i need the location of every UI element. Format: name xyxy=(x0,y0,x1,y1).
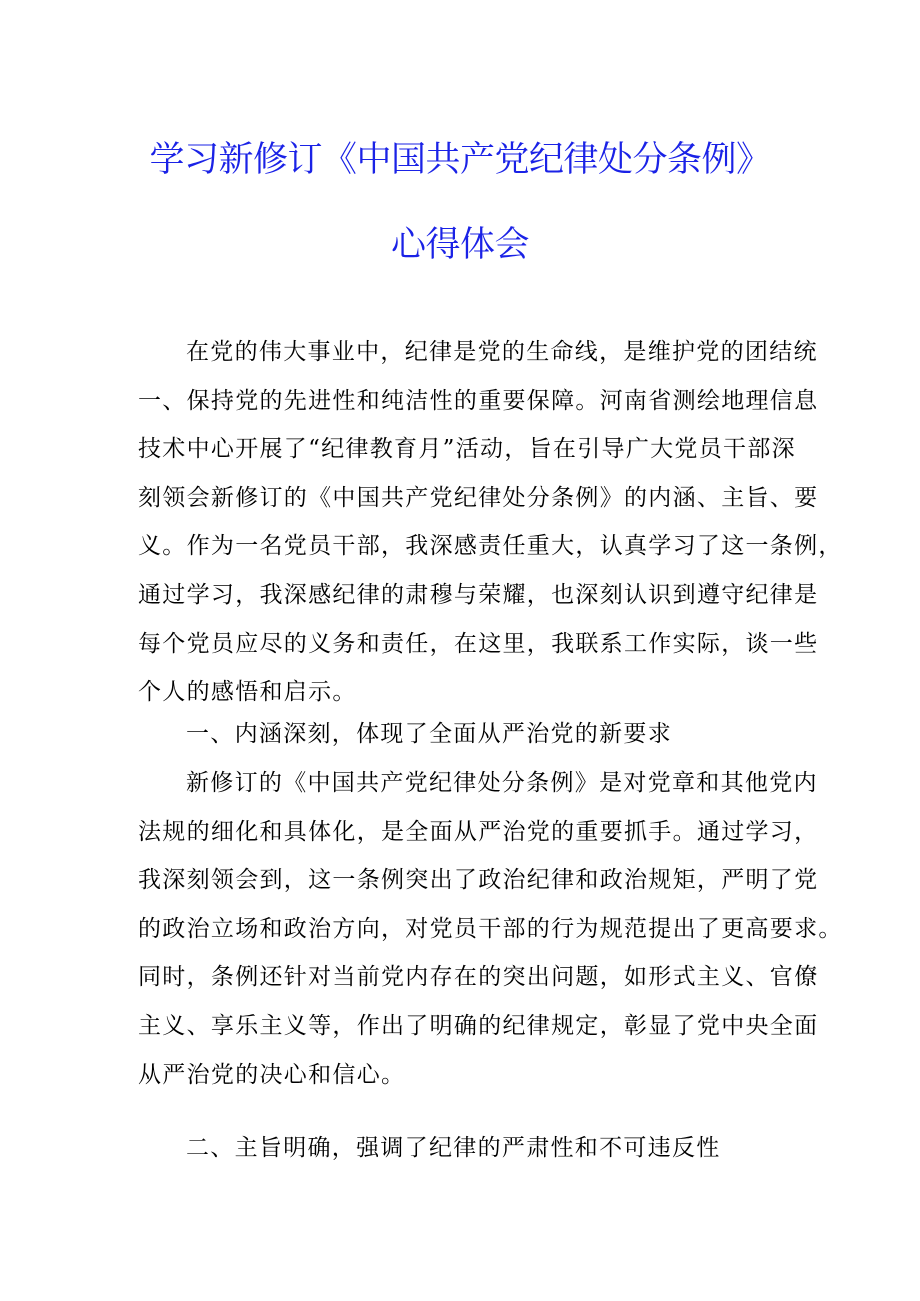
paragraph-line: 我深刻领会到，这一条例突出了政治纪律和政治规矩，严明了党 xyxy=(138,867,819,894)
section-heading-text: 二、主旨明确，强调了纪律的严肃性和不可违反性 xyxy=(186,1135,721,1161)
paragraph-line: 个人的感悟和启示。 xyxy=(138,679,357,706)
document-title-line-1: 学习新修订《中国共产党纪律处分条例》 xyxy=(149,140,771,180)
section-heading-2 xyxy=(138,1124,792,1173)
paragraph-line: 一、保持党的先进性和纯洁性的重要保障。河南省测绘地理信息 xyxy=(138,387,819,414)
paragraph-line: 新修订的《中国共产党纪律处分条例》是对党章和其他党内 xyxy=(186,770,818,796)
document-title-line-2: 心得体会 xyxy=(390,225,529,265)
paragraph-intro xyxy=(138,328,843,717)
paragraph-line: 在党的伟大事业中，纪律是党的生命线，是维护党的团结统 xyxy=(186,339,818,365)
paragraph-line: 每个党员应尽的义务和责任，在这里，我联系工作实际，谈一些 xyxy=(138,630,819,657)
paragraph-line: 义。作为一名党员干部，我深感责任重大，认真学习了这一条例， xyxy=(138,533,843,560)
section-heading-text: 一、内涵深刻，体现了全面从严治党的新要求 xyxy=(186,721,672,747)
paragraph-line: 技术中心开展了“纪律教育月”活动，旨在引导广大党员干部深 xyxy=(138,436,796,463)
paragraph-section-1 xyxy=(138,759,843,1099)
paragraph-line: 的政治立场和政治方向，对党员干部的行为规范提出了更高要求。 xyxy=(138,915,843,942)
section-heading-1 xyxy=(138,710,792,759)
paragraph-line: 从严治党的决心和信心。 xyxy=(138,1061,406,1088)
paragraph-line: 同时，条例还针对当前党内存在的突出问题，如形式主义、官僚 xyxy=(138,964,819,991)
paragraph-line: 法规的细化和具体化，是全面从严治党的重要抓手。通过学习， xyxy=(138,818,819,845)
paragraph-line: 主义、享乐主义等，作出了明确的纪律规定，彰显了党中央全面 xyxy=(138,1012,819,1039)
paragraph-line: 通过学习，我深感纪律的肃穆与荣耀，也深刻认识到遵守纪律是 xyxy=(138,581,819,608)
paragraph-line: 刻领会新修订的《中国共产党纪律处分条例》的内涵、主旨、要 xyxy=(138,484,819,511)
